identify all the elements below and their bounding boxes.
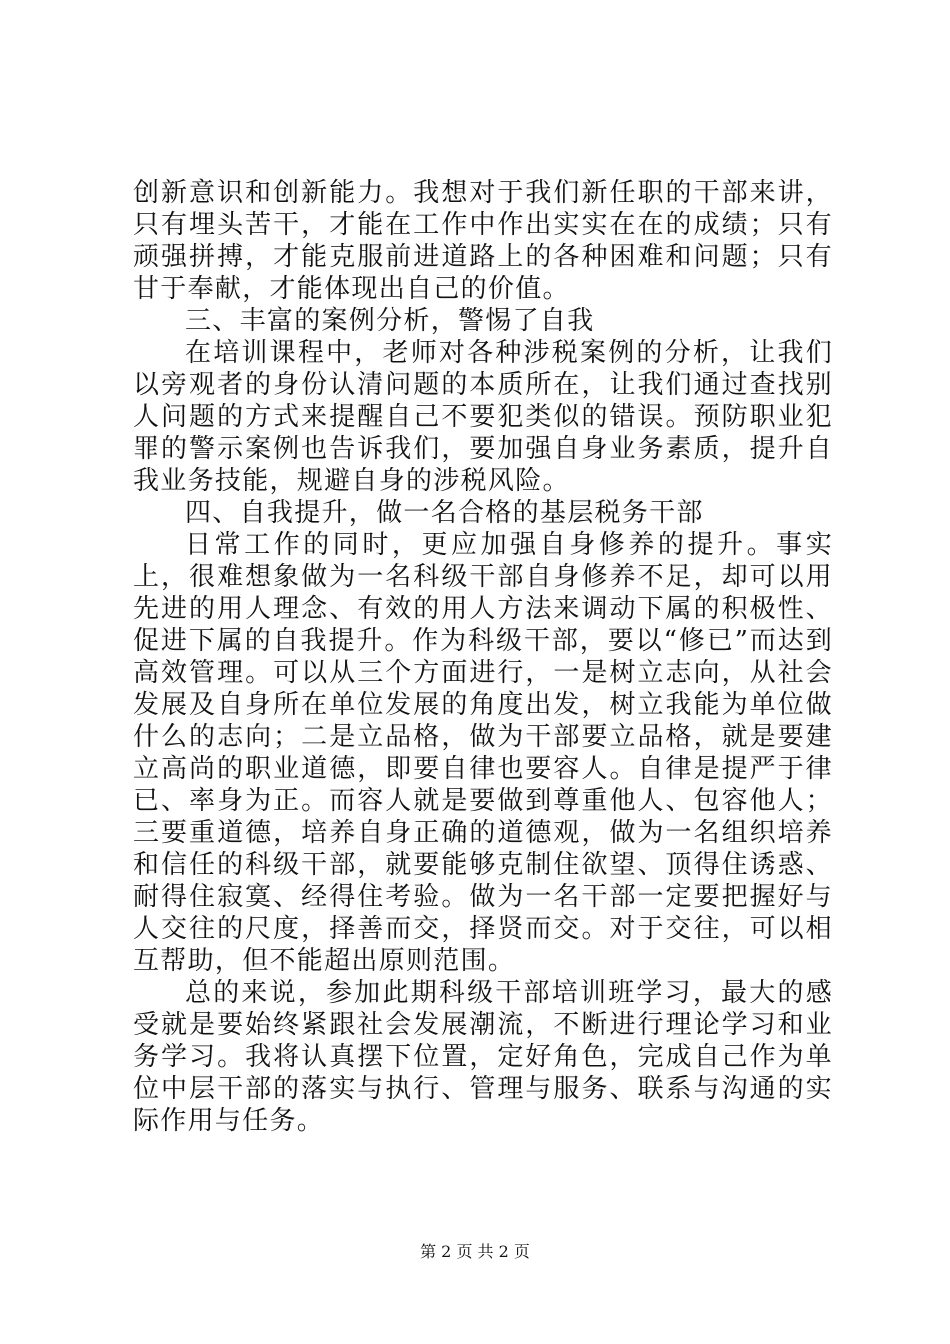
section-heading-three: 三、丰富的案例分析，警惕了自我 [185, 306, 595, 336]
page-number-footer: 第 2 页 共 2 页 [420, 1242, 530, 1261]
paragraph-continuation: 创新意识和创新能力。我想对于我们新任职的干部来讲，只有埋头苦干，才能在工作中作出实实在在的成绩；只有顽强拼搏，才能克服前进道路上的各种困难和问题；只有甘于奉献，才能体现出自己的价值。 [133, 178, 833, 304]
document-body [133, 177, 833, 1137]
paragraph-case-analysis: 在培训课程中，老师对各种涉税案例的分析，让我们以旁观者的身份认清问题的本质所在，让我们通过查找别人问题的方式来提醒自己不要犯类似的错误。预防职业犯罪的警示案例也告诉我们，要加强自身业务素质，提升自我业务技能，规避自身的涉税风险。 [133, 338, 833, 496]
paragraph-conclusion: 总的来说，参加此期科级干部培训班学习，最大的感受就是要始终紧跟社会发展潮流，不断进行理论学习和业务学习。我将认真摆下位置，定好角色，完成自己作为单位中层干部的落实与执行、管理与服务、联系与沟通的实际作用与任务。 [133, 978, 833, 1136]
paragraph-self-improvement: 日常工作的同时，更应加强自身修养的提升。事实上，很难想象做为一名科级干部自身修养不足，却可以用先进的用人理念、有效的用人方法来调动下属的积极性、促进下属的自我提升。作为科级干部，要以“修已”而达到高效管理。可以从三个方面进行，一是树立志向，从社会发展及自身所在单位发展的角度出发，树立我能为单位做什么的志向；二是立品格，做为干部要立品格，就是要建立高尚的职业道德，即要自律也要容人。自律是提严于律已、率身为正。而容人就是要做到尊重他人、包容他人；三要重道德，培养自身正确的道德观，做为一名组织培养和信任的科级干部，就要能够克制住欲望、顶得住诱惑、耐得住寂寞、经得住考验。做为一名干部一定要把握好与人交往的尺度，择善而交，择贤而交。对于交往，可以相互帮助，但不能超出原则范围。 [133, 530, 833, 976]
section-heading-four: 四、自我提升，做一名合格的基层税务干部 [185, 498, 704, 528]
